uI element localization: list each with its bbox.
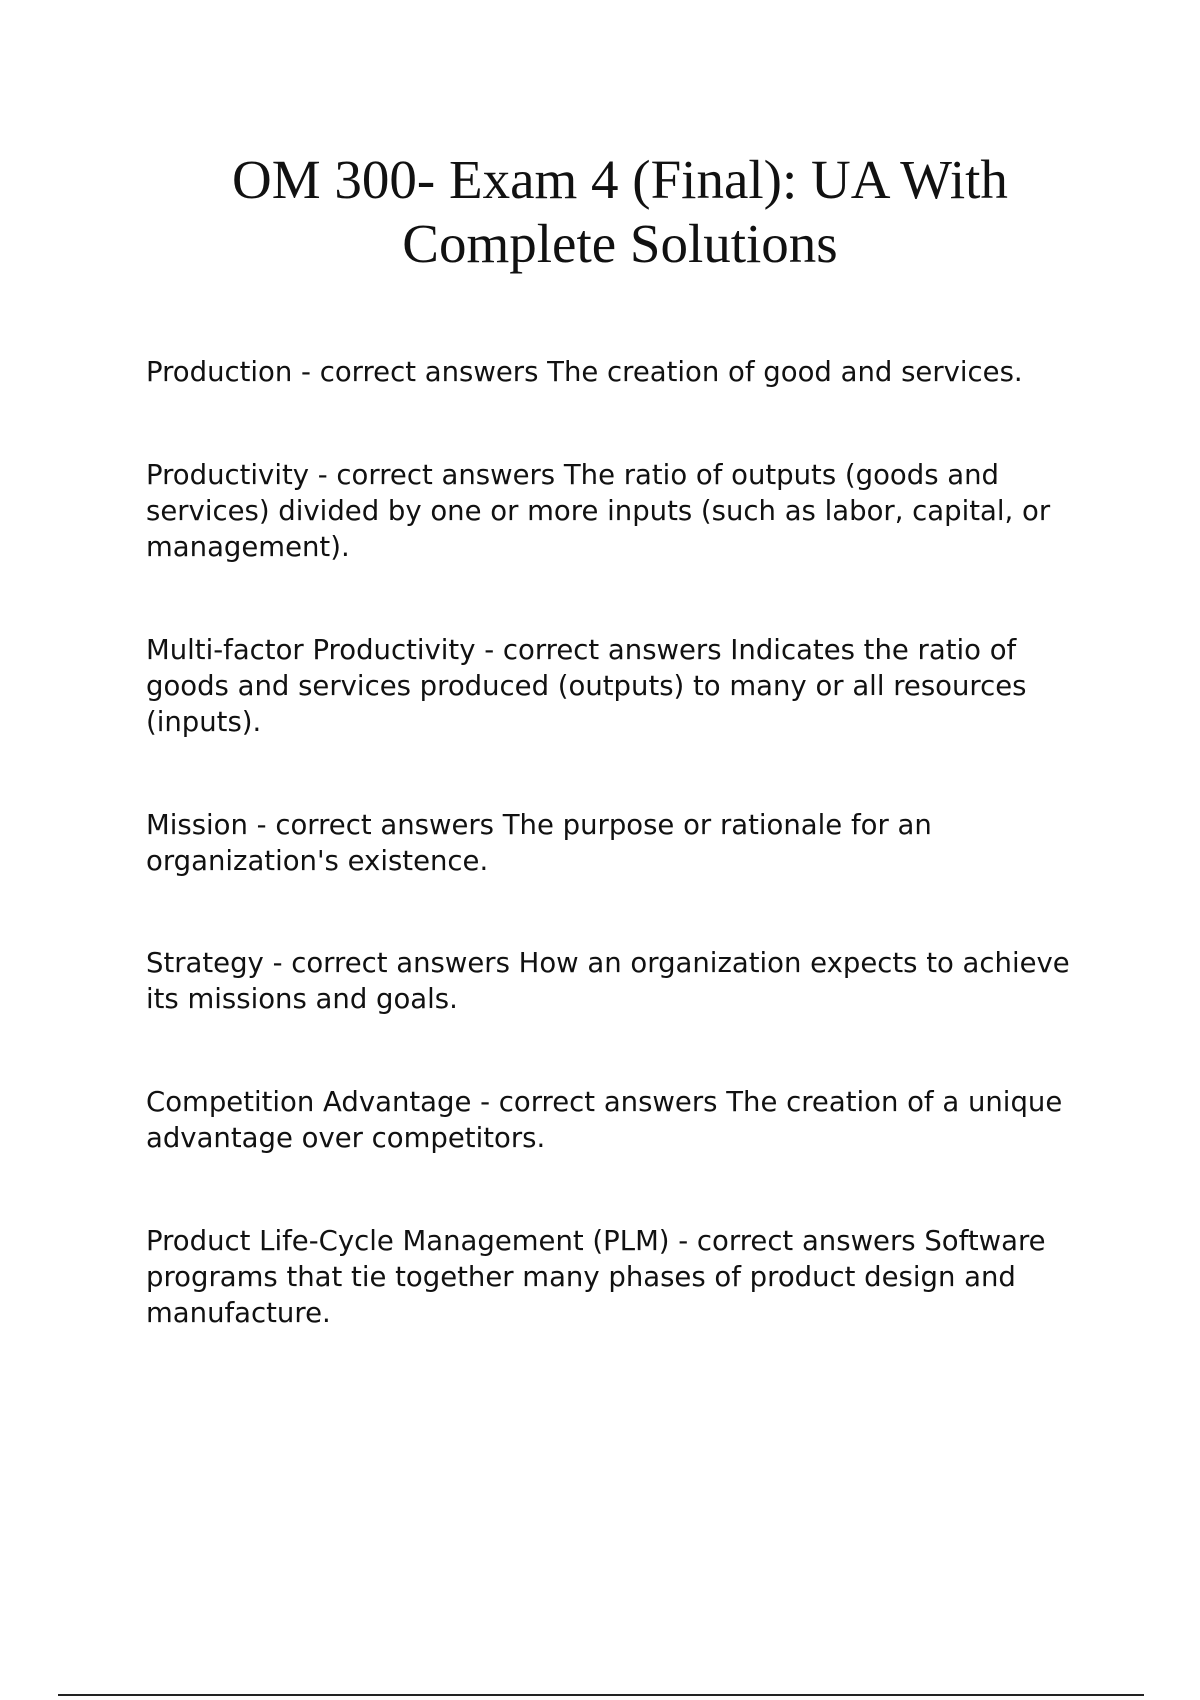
document-title-line-2: Complete Solutions bbox=[402, 213, 838, 274]
qa-entry-multi-factor-productivity: Multi-factor Productivity - correct answers Indicates the ratio of goods and services produced (outputs) to many or all resources (inputs). bbox=[146, 634, 1027, 738]
qa-entry-competition-advantage: Competition Advantage - correct answers The creation of a unique advantage over competitors. bbox=[146, 1086, 1063, 1154]
qa-entry-mission: Mission - correct answers The purpose or rationale for an organization's existence. bbox=[146, 809, 932, 877]
document-title-line-1: OM 300- Exam 4 (Final): UA With bbox=[232, 149, 1008, 210]
document-title bbox=[150, 148, 1090, 276]
qa-entry-plm: Product Life-Cycle Management (PLM) - correct answers Software programs that tie together many phases of product design and manufacture. bbox=[146, 1225, 1046, 1329]
qa-entry-strategy: Strategy - correct answers How an organization expects to achieve its missions and goals. bbox=[146, 947, 1070, 1015]
footer-divider bbox=[58, 1694, 1144, 1696]
qa-entry-production: Production - correct answers The creation of good and services. bbox=[146, 356, 1023, 388]
qa-entry-productivity: Productivity - correct answers The ratio of outputs (goods and services) divided by one or more inputs (such as labor, capital, or management). bbox=[146, 459, 1051, 563]
